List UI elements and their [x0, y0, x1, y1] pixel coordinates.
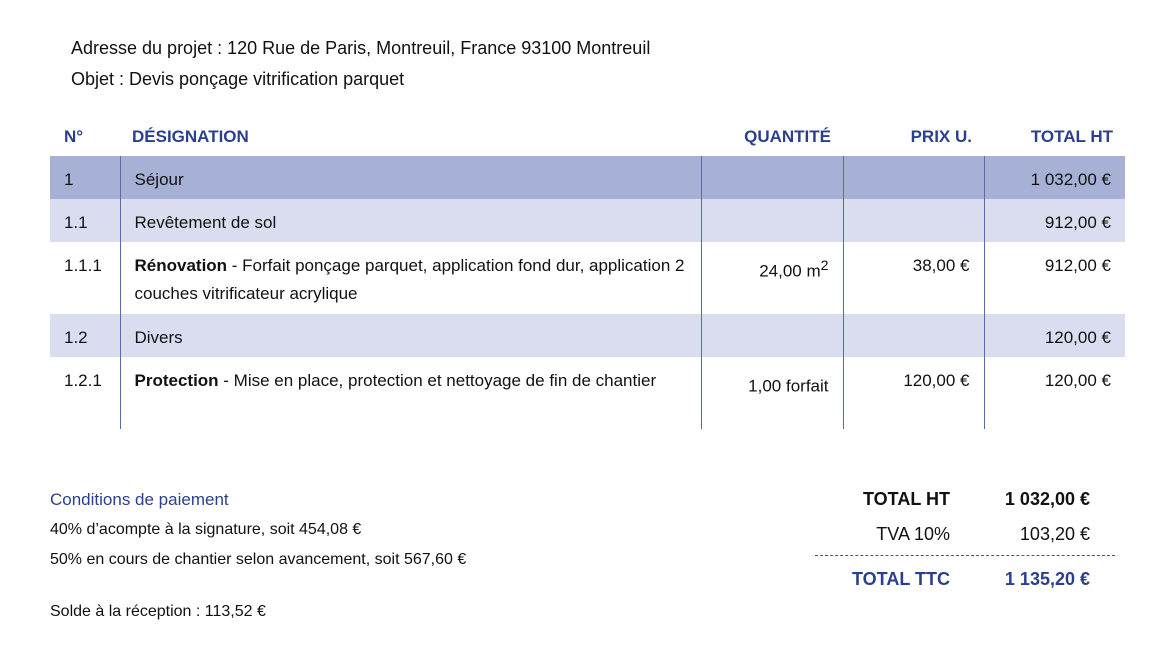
tva-label: TVA 10% [876, 524, 950, 544]
balance-line: Solde à la réception : 113,52 € [50, 603, 266, 620]
row-unit-price [843, 314, 984, 357]
project-object: Objet : Devis ponçage vitrification parquet [71, 69, 405, 89]
tva-value: 103,20 € [1019, 524, 1090, 544]
payment-conditions [50, 485, 466, 575]
row-total: 1 032,00 € [984, 156, 1125, 199]
row-total: 912,00 € [984, 242, 1125, 314]
condition-line: 40% d’acompte à la signature, soit 454,08 € [50, 521, 362, 538]
col-unit-price: PRIX U. [910, 127, 972, 146]
total-ht-label: TOTAL HT [863, 489, 950, 509]
item-title: Rénovation [134, 256, 228, 275]
project-info [71, 33, 650, 95]
row-number: 1 [50, 156, 120, 199]
quantity-value: 24,00 m [759, 261, 821, 281]
row-designation [120, 199, 701, 242]
row-number: 1.1.1 [50, 242, 120, 314]
quote-table [50, 118, 1125, 429]
row-unit-price: 120,00 € [843, 357, 984, 429]
table-row [50, 242, 1125, 314]
row-total: 912,00 € [984, 199, 1125, 242]
item-title: Protection [134, 371, 219, 390]
totals-block [815, 482, 1115, 597]
row-number: 1.2.1 [50, 357, 120, 429]
total-ttc-label: TOTAL TTC [852, 569, 950, 589]
row-quantity [701, 357, 843, 429]
table-row [50, 156, 1125, 199]
row-quantity [701, 199, 843, 242]
conditions-title: Conditions de paiement [50, 490, 229, 509]
row-total: 120,00 € [984, 314, 1125, 357]
row-quantity [701, 314, 843, 357]
row-quantity [701, 156, 843, 199]
row-unit-price [843, 199, 984, 242]
table-header [50, 118, 1125, 156]
quantity-value: 1,00 forfait [748, 376, 829, 396]
total-ttc-value: 1 135,20 € [1004, 569, 1090, 589]
col-designation: DÉSIGNATION [132, 127, 249, 146]
table-row [50, 357, 1125, 429]
section-title: Divers [134, 328, 183, 347]
row-quantity [701, 242, 843, 314]
condition-line: 50% en cours de chantier selon avancement, soit 567,60 € [50, 551, 467, 568]
row-total: 120,00 € [984, 357, 1125, 429]
item-description: - Forfait ponçage parquet, application fond dur, application 2 couches vitrificateur acrylique [134, 256, 685, 303]
col-total: TOTAL HT [1030, 127, 1113, 146]
divider [815, 555, 1115, 556]
row-designation [120, 156, 701, 199]
row-unit-price [843, 156, 984, 199]
row-designation [120, 314, 701, 357]
item-description: - Mise en place, protection et nettoyage de fin de chantier [218, 371, 657, 390]
table-row [50, 314, 1125, 357]
row-designation [120, 242, 701, 314]
section-title: Séjour [134, 170, 184, 189]
col-quantity: QUANTITÉ [744, 127, 831, 146]
row-unit-price: 38,00 € [843, 242, 984, 314]
project-address: Adresse du projet : 120 Rue de Paris, Montreuil, France 93100 Montreuil [71, 38, 651, 58]
section-title: Revêtement de sol [134, 213, 277, 232]
table-row [50, 199, 1125, 242]
quantity-unit-exponent: 2 [820, 258, 829, 274]
row-number: 1.1 [50, 199, 120, 242]
row-designation [120, 357, 701, 429]
total-ht-value: 1 032,00 € [1004, 489, 1090, 509]
row-number: 1.2 [50, 314, 120, 357]
col-number: N° [64, 127, 84, 146]
